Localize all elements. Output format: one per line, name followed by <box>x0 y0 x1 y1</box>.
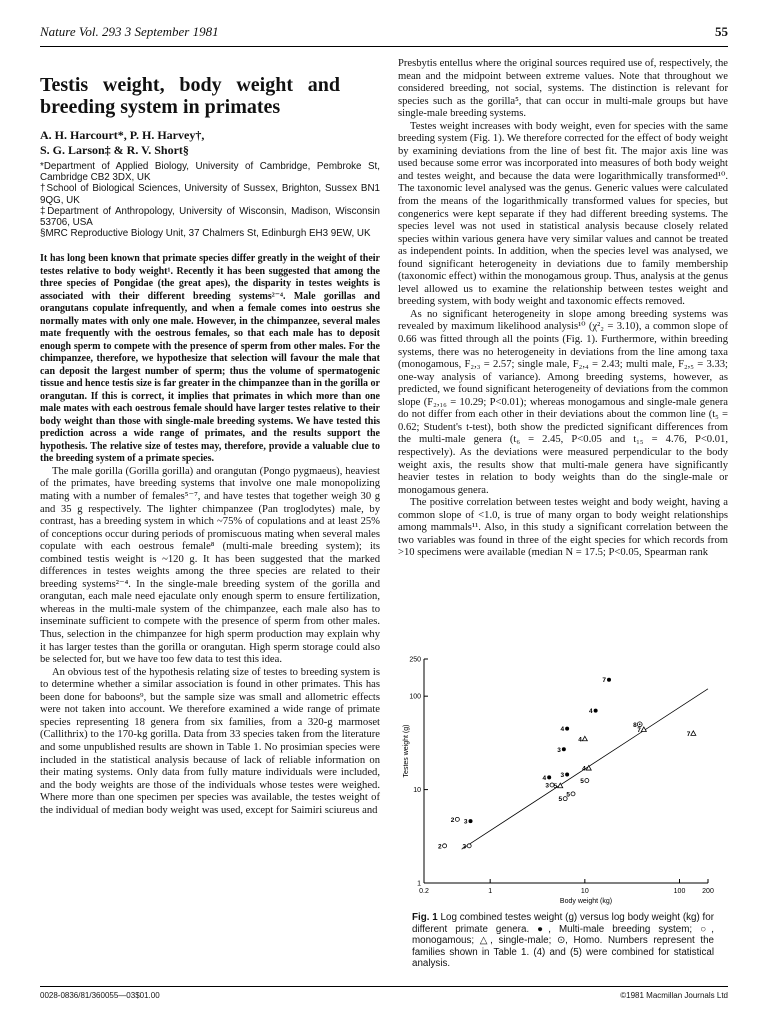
point-label: 4 <box>582 765 586 773</box>
point-label: 4 <box>588 708 593 716</box>
figure-1 <box>398 655 730 905</box>
point-label: 4 <box>542 774 547 782</box>
data-point <box>562 747 566 751</box>
affiliations <box>40 161 380 239</box>
data-point <box>565 773 569 777</box>
right-column <box>398 58 728 560</box>
header-rule <box>40 46 728 47</box>
data-point <box>565 727 569 731</box>
body-paragraph: Testes weight increases with body weight, even for species with the same breeding system (Fig. 1). We therefore corrected for the effect of body weight by examining deviations from the line of best fit. The major axis line was used because some error was incorporated into measures of both body weight and testes weight, and because the data were logarithmically transformed¹⁰. The taxonomic level analysed was the genus. Generic values were calculated from the means of the logarithmically transformed values for species, but congenerics were kept separate if they had different breeding systems. The species level was not used in statistical analysis because closely related species within various genera have very similar values and cannot be treated as independent points. In addition, when the species level was analysed, we found significant heterogeneity in deviations due to family membership (taxonomic effect) within the monogamous group. Thus, analysis at the genus level allowed us to examine the relationship between testes weight and breeding system, with body weight and taxonomic effects removed. <box>398 120 728 308</box>
point-label: 3 <box>462 843 467 851</box>
affiliation: ‡Department of Anthropology, University of Wisconsin, Madison, Wisconsin 53706, USA <box>40 205 380 229</box>
running-header <box>40 24 728 44</box>
caption-text: Log combined testes weight (g) versus log body weight (kg) for different primate genera. ●, Multi-male breeding system; ○, monogamous; △, single-male; ⊙, Homo. Numbers represent the families shown in Table 1. (4) and (5) were combined for statistical analysis. <box>412 912 714 969</box>
journal-citation: Nature Vol. 293 3 September 1981 <box>40 24 219 39</box>
point-label: 4 <box>560 726 565 734</box>
data-point <box>455 817 459 821</box>
data-point <box>582 736 587 741</box>
x-axis-label: Body weight (kg) <box>559 898 613 905</box>
authors-line-2: S. G. Larson‡ & R. V. Short§ <box>40 143 189 157</box>
article-title: Testis weight, body weight and breeding system in primates <box>40 74 340 118</box>
body-paragraph: As no significant heterogeneity in slope among breeding systems was revealed by maximum likelihood analysis¹⁰ (χ²₂ = 3.10), a common slope of 0.66 was fitted through all the points (Fig. 1). Furthermore, within breeding systems, there was no heterogeneity in deviations from the line among taxa (monogamous, F₂,₃ = 2.57; single male, F₂,₄ = 2.43; multi male, F₂,₅ = 3.33; one-way analysis of variance). Among breeding systems, however, as predicted, we found significant heterogeneity of deviations from the common slope (F₂,₁₆ = 10.29; P<0.01); whereas monogamous and single-male genera do not differ from each other in their deviations about the common line (t₅ = 0.62; Student's t-test), both show the predicted significant differences from the multi-male genera (t₆ = 2.45, P<0.05 and t₁₅ = 4.76, P<0.01, respectively). As the deviations were measured perpendicular to the body weight axis, the results show that multi-male genera have significantly heavier testes in relation to body weights than do the single-male or monogamous genera. <box>398 308 728 496</box>
footer-copyright: ©1981 Macmillan Journals Ltd <box>620 991 728 1000</box>
point-label: 7 <box>602 677 607 685</box>
point-label: 7 <box>686 730 691 738</box>
abstract: It has long been known that primate species differ greatly in the weight of their testes relative to body weight¹. Recently it has been suggested that among the three species of Pongidae (the great apes), the disparity in testes weights is associated with their different breeding systems²⁻⁴. Male gorillas and orangutans copulate infrequently, and when a female comes into oestrus she normally mates with only one male. However, in the chimpanzee, several males mate frequently with the oestrous females, so that each male has to deposit enough sperm to compete with the presence of sperm from other males. For the chimpanzee, therefore, we hypothesize that selection will favour the male that can deposit the largest number of sperm; thus the volume of spermatogenic tissue and hence testis size is far greater in the chimpanzee than in the gorilla or orangutan. If this is correct, it implies that primates in which more than one male mates with each oestrous female should have larger testes relative to their body weight than those with single-male breeding systems. We have tested this prediction across a wide range of primates, and the results support the hypothesis. The relative size of testes may, therefore, provide a valuable clue to the breeding system of a primate species. <box>40 253 380 465</box>
page-footer <box>40 986 728 1000</box>
scatter-chart <box>398 655 730 905</box>
data-point <box>467 844 471 848</box>
y-tick-label: 1 <box>417 880 421 888</box>
y-tick-label: 250 <box>409 656 421 664</box>
caption-label: Fig. 1 <box>412 912 438 923</box>
data-point <box>585 779 589 783</box>
data-point <box>547 775 551 779</box>
figure-caption <box>412 912 714 970</box>
page-number: 55 <box>715 24 728 39</box>
data-point-center <box>639 723 641 725</box>
point-label: 3 <box>463 818 468 826</box>
body-paragraph: The positive correlation between testes weight and body weight, having a common slope of <1.0, is true of many organ to body weight relationships among mammals¹¹. Also, in this study a significant correlation between the two variables was found in three of the eight species for which records from >10 specimens were available (median N = 17.5; P<0.05, Spearman rank <box>398 497 728 559</box>
data-point <box>469 819 473 823</box>
point-label: 3 <box>545 782 550 790</box>
authors <box>40 128 380 158</box>
y-tick-label: 10 <box>413 787 421 795</box>
authors-line-1: A. H. Harcourt*, P. H. Harvey†, <box>40 128 205 142</box>
point-label: 8 <box>633 721 637 729</box>
body-paragraph: Presbytis entellus where the original sources required use of, respectively, the mean and the midpoint between extreme values. Note that throughout we considered breeding, not social, systems. The distinction is relevant for species such as the gorilla⁵, that can occur in multi-male groups but have single-male breeding systems. <box>398 58 728 120</box>
point-label: 5 <box>558 796 563 804</box>
x-tick-label: 200 <box>702 888 714 895</box>
data-point <box>607 678 611 682</box>
data-point <box>443 844 447 848</box>
chart-axes <box>403 657 714 906</box>
left-column <box>40 58 380 817</box>
affiliation: †School of Biological Sciences, University of Sussex, Brighton, Sussex BN1 9QG, UK <box>40 183 380 206</box>
point-label: 2 <box>450 816 455 824</box>
point-label: 2 <box>437 843 442 851</box>
data-point <box>571 792 575 796</box>
body-paragraph: The male gorilla (Gorilla gorilla) and orangutan (Pongo pygmaeus), heaviest of the primates, have breeding systems that involve one male monopolizing mating with a number of females⁵⁻⁷, and have testes that together weigh 30 g and 35 g respectively. The lighter chimpanzee (Pan troglodytes) male, by contrast, has a breeding system in which ~75% of copulations and at least 25% of conceptions occur during periods of promiscuous mating when several males copulate with each oestrous female⁸ (multi-male breeding system); its combined testis weight is ~120 g. It has been suggested that the marked differences in testes weights among the three species are related to their breeding systems²⁻⁴. In the single-male breeding system of the gorilla and orangutan, each male need ejaculate only enough sperm to ensure fertilization, whereas in the multi-male system of the chimpanzee, each male also has to inseminate sufficient to compete with the presence of sperm from other males. Thus, selection in the chimpanzee for high sperm production may explain why it has larger testes than the gorilla or orangutan. High sperm storage could also be selected for, but we have too few data to test this idea. <box>40 465 380 666</box>
point-label: 5 <box>553 783 558 791</box>
affiliation: §MRC Reproductive Biology Unit, 37 Chalmers St, Edinburgh EH3 9EW, UK <box>40 228 371 240</box>
point-label: 4 <box>578 736 582 744</box>
footer-code: 0028-0836/81/360055—03$01.00 <box>40 991 160 1000</box>
y-tick-label: 100 <box>409 693 421 701</box>
x-tick-label: 0.2 <box>419 888 429 895</box>
y-axis-label: Testes weight (g) <box>403 724 410 778</box>
x-tick-label: 1 <box>488 888 493 895</box>
affiliation: *Department of Applied Biology, University of Cambridge, Pembroke St, Cambridge CB2 3DX, UK <box>40 161 380 184</box>
body-paragraph: An obvious test of the hypothesis relating size of testes to breeding system is to determine whether a similar association is found in other primates. This has been done for baboons⁹, but the sample size was small and allometric effects were not taken into account. We therefore examined a wide range of primate species representing 18 genera from six families, from a 320-g marmoset (Callithrix) to the 170-kg gorilla. Data from 33 species taken from the literature and some unpublished results are shown in Table 1. No prosimian species were included in the statistical analysis because of lack of reliable information on their mating systems. Only data from fully mature individuals were included, and the body weights are those of the individuals whose testes were weighed. Where more than one specimen per species was available, the testes weight of the individual of median body weight was used, except for Saimiri sciureus and <box>40 666 380 816</box>
data-point <box>691 731 696 736</box>
point-label: 5 <box>566 791 571 799</box>
point-label: 3 <box>557 746 561 754</box>
chart-marks <box>438 677 708 850</box>
x-tick-label: 100 <box>673 888 686 895</box>
point-label: 7 <box>637 726 641 734</box>
point-label: 5 <box>580 778 584 786</box>
x-tick-label: 10 <box>580 888 589 895</box>
point-label: 3 <box>560 772 565 780</box>
data-point <box>594 709 598 713</box>
